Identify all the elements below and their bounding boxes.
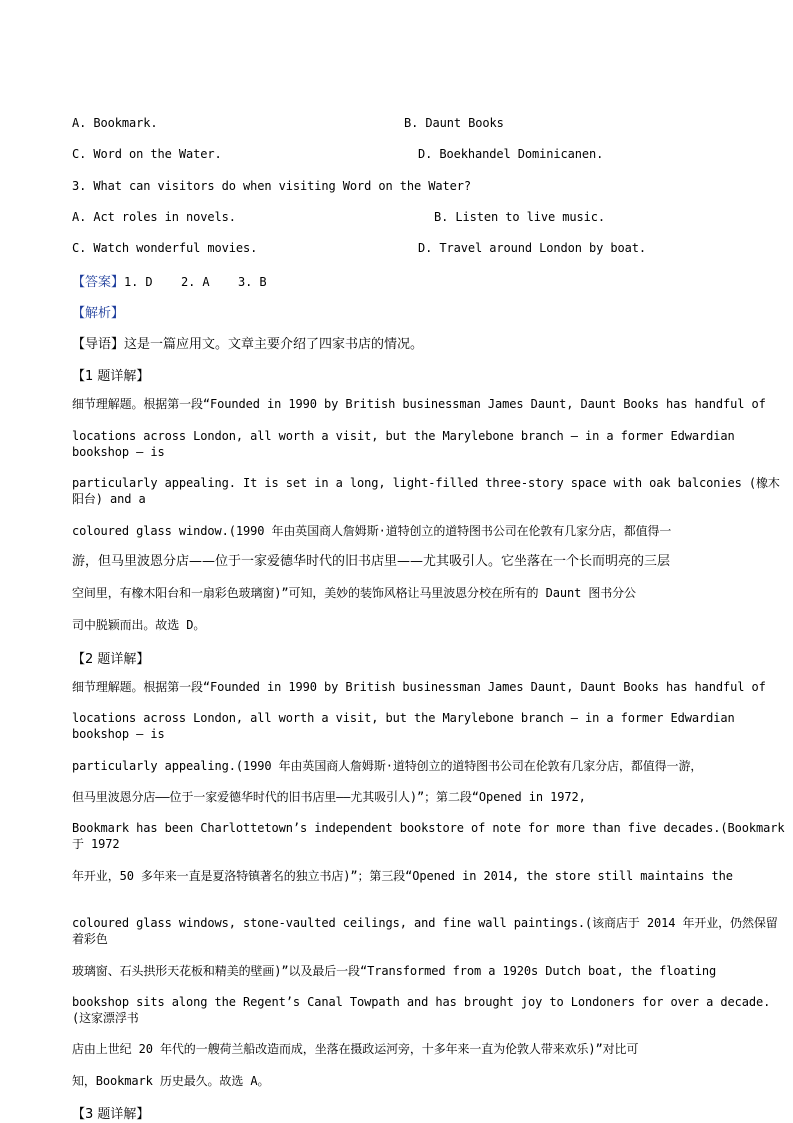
q3-option-a: A. Act roles in novels. (72, 210, 236, 224)
q1-line-5: 游，但马里波恩分店——位于一家爱德华时代的旧书店里——尤其吸引人。它坐落在一个长而明亮的三层 (72, 554, 671, 569)
option-b: B. Daunt Books (404, 116, 504, 130)
q2-line-10: 店由上世纪 20 年代的一艘荷兰船改造而成，坐落在摄政运河旁，十多年来一直为伦敦人带来欢乐)”对比可 (72, 1042, 639, 1056)
answer-text: 1. D 2. A 3. B (124, 275, 267, 289)
question-3: 3. What can visitors do when visiting Word on the Water? (72, 179, 471, 193)
q2-line-2: locations across London, all worth a visit, but the Marylebone branch — in a former Edwardian bookshop — is (72, 711, 735, 741)
q2-line-11: 知，Bookmark 历史最久。故选 A。 (72, 1074, 270, 1088)
guide-row (72, 333, 423, 353)
guide-text: 这是一篇应用文。文章主要介绍了四家书店的情况。 (124, 337, 424, 352)
q2-line-8: 玻璃窗、石头拱形天花板和精美的壁画)”以及最后一段“Transformed from a 1920s Dutch boat, the floating (72, 964, 717, 978)
q2-line-1: 细节理解题。根据第一段“Founded in 1990 by British businessman James Daunt, Daunt Books has handful of (72, 680, 766, 694)
option-c: C. Word on the Water. (72, 147, 222, 161)
q3-option-d: D. Travel around London by boat. (418, 241, 646, 255)
option-a: A. Bookmark. (72, 116, 158, 130)
q3-option-b: B. Listen to live music. (434, 210, 605, 224)
q1-line-4: coloured glass window.(1990 年由英国商人詹姆斯·道特创立的道特图书公司在伦敦有几家分店，都值得一 (72, 524, 672, 538)
q1-line-6: 空间里，有橡木阳台和一扇彩色玻璃窗)”可知，美妙的装饰风格让马里波恩分校在所有的 Daunt 图书分公 (72, 586, 636, 600)
q1-line-7: 司中脱颖而出。故选 D。 (72, 618, 206, 632)
q2-line-4: 但马里波恩分店——位于一家爱德华时代的旧书店里——尤其吸引人)”；第二段“Opened in 1972, (72, 790, 586, 804)
answer-label: 【答案】 (72, 275, 125, 290)
analysis-label: 【解析】 (72, 306, 125, 321)
q2-line-6: 年开业，50 多年来一直是夏洛特镇著名的独立书店)”；第三段“Opened in 2014, the store still maintains the (72, 869, 733, 883)
q1-line-2: locations across London, all worth a visit, but the Marylebone branch — in a former Edwardian bookshop — is (72, 429, 735, 459)
q2-line-9: bookshop sits along the Regent’s Canal Towpath and has brought joy to Londoners for over a decade.(这家漂浮书 (72, 995, 771, 1025)
answer-row (72, 271, 267, 291)
q1-line-3: particularly appealing. It is set in a long, light-filled three-story space with oak balconies (橡木阳台) and a (72, 476, 780, 506)
guide-label: 【导语】 (72, 337, 125, 352)
q2-label: 【2 题详解】 (72, 652, 150, 667)
q2-line-3: particularly appealing.(1990 年由英国商人詹姆斯·道特创立的道特图书公司在伦敦有几家分店，都值得一游， (72, 759, 703, 773)
q1-label: 【1 题详解】 (72, 369, 150, 384)
q3-option-c: C. Watch wonderful movies. (72, 241, 258, 255)
option-d: D. Boekhandel Dominicanen. (418, 147, 604, 161)
q3-label: 【3 题详解】 (72, 1107, 150, 1122)
q2-line-5: Bookmark has been Charlottetown’s independent bookstore of note for more than five decades.(Bookmark 于 1972 (72, 821, 785, 851)
q2-line-7: coloured glass windows, stone-vaulted ceilings, and fine wall paintings.(该商店于 2014 年开业，仍然保留着彩色 (72, 916, 778, 946)
q1-line-1: 细节理解题。根据第一段“Founded in 1990 by British businessman James Daunt, Daunt Books has handful of (72, 397, 766, 411)
